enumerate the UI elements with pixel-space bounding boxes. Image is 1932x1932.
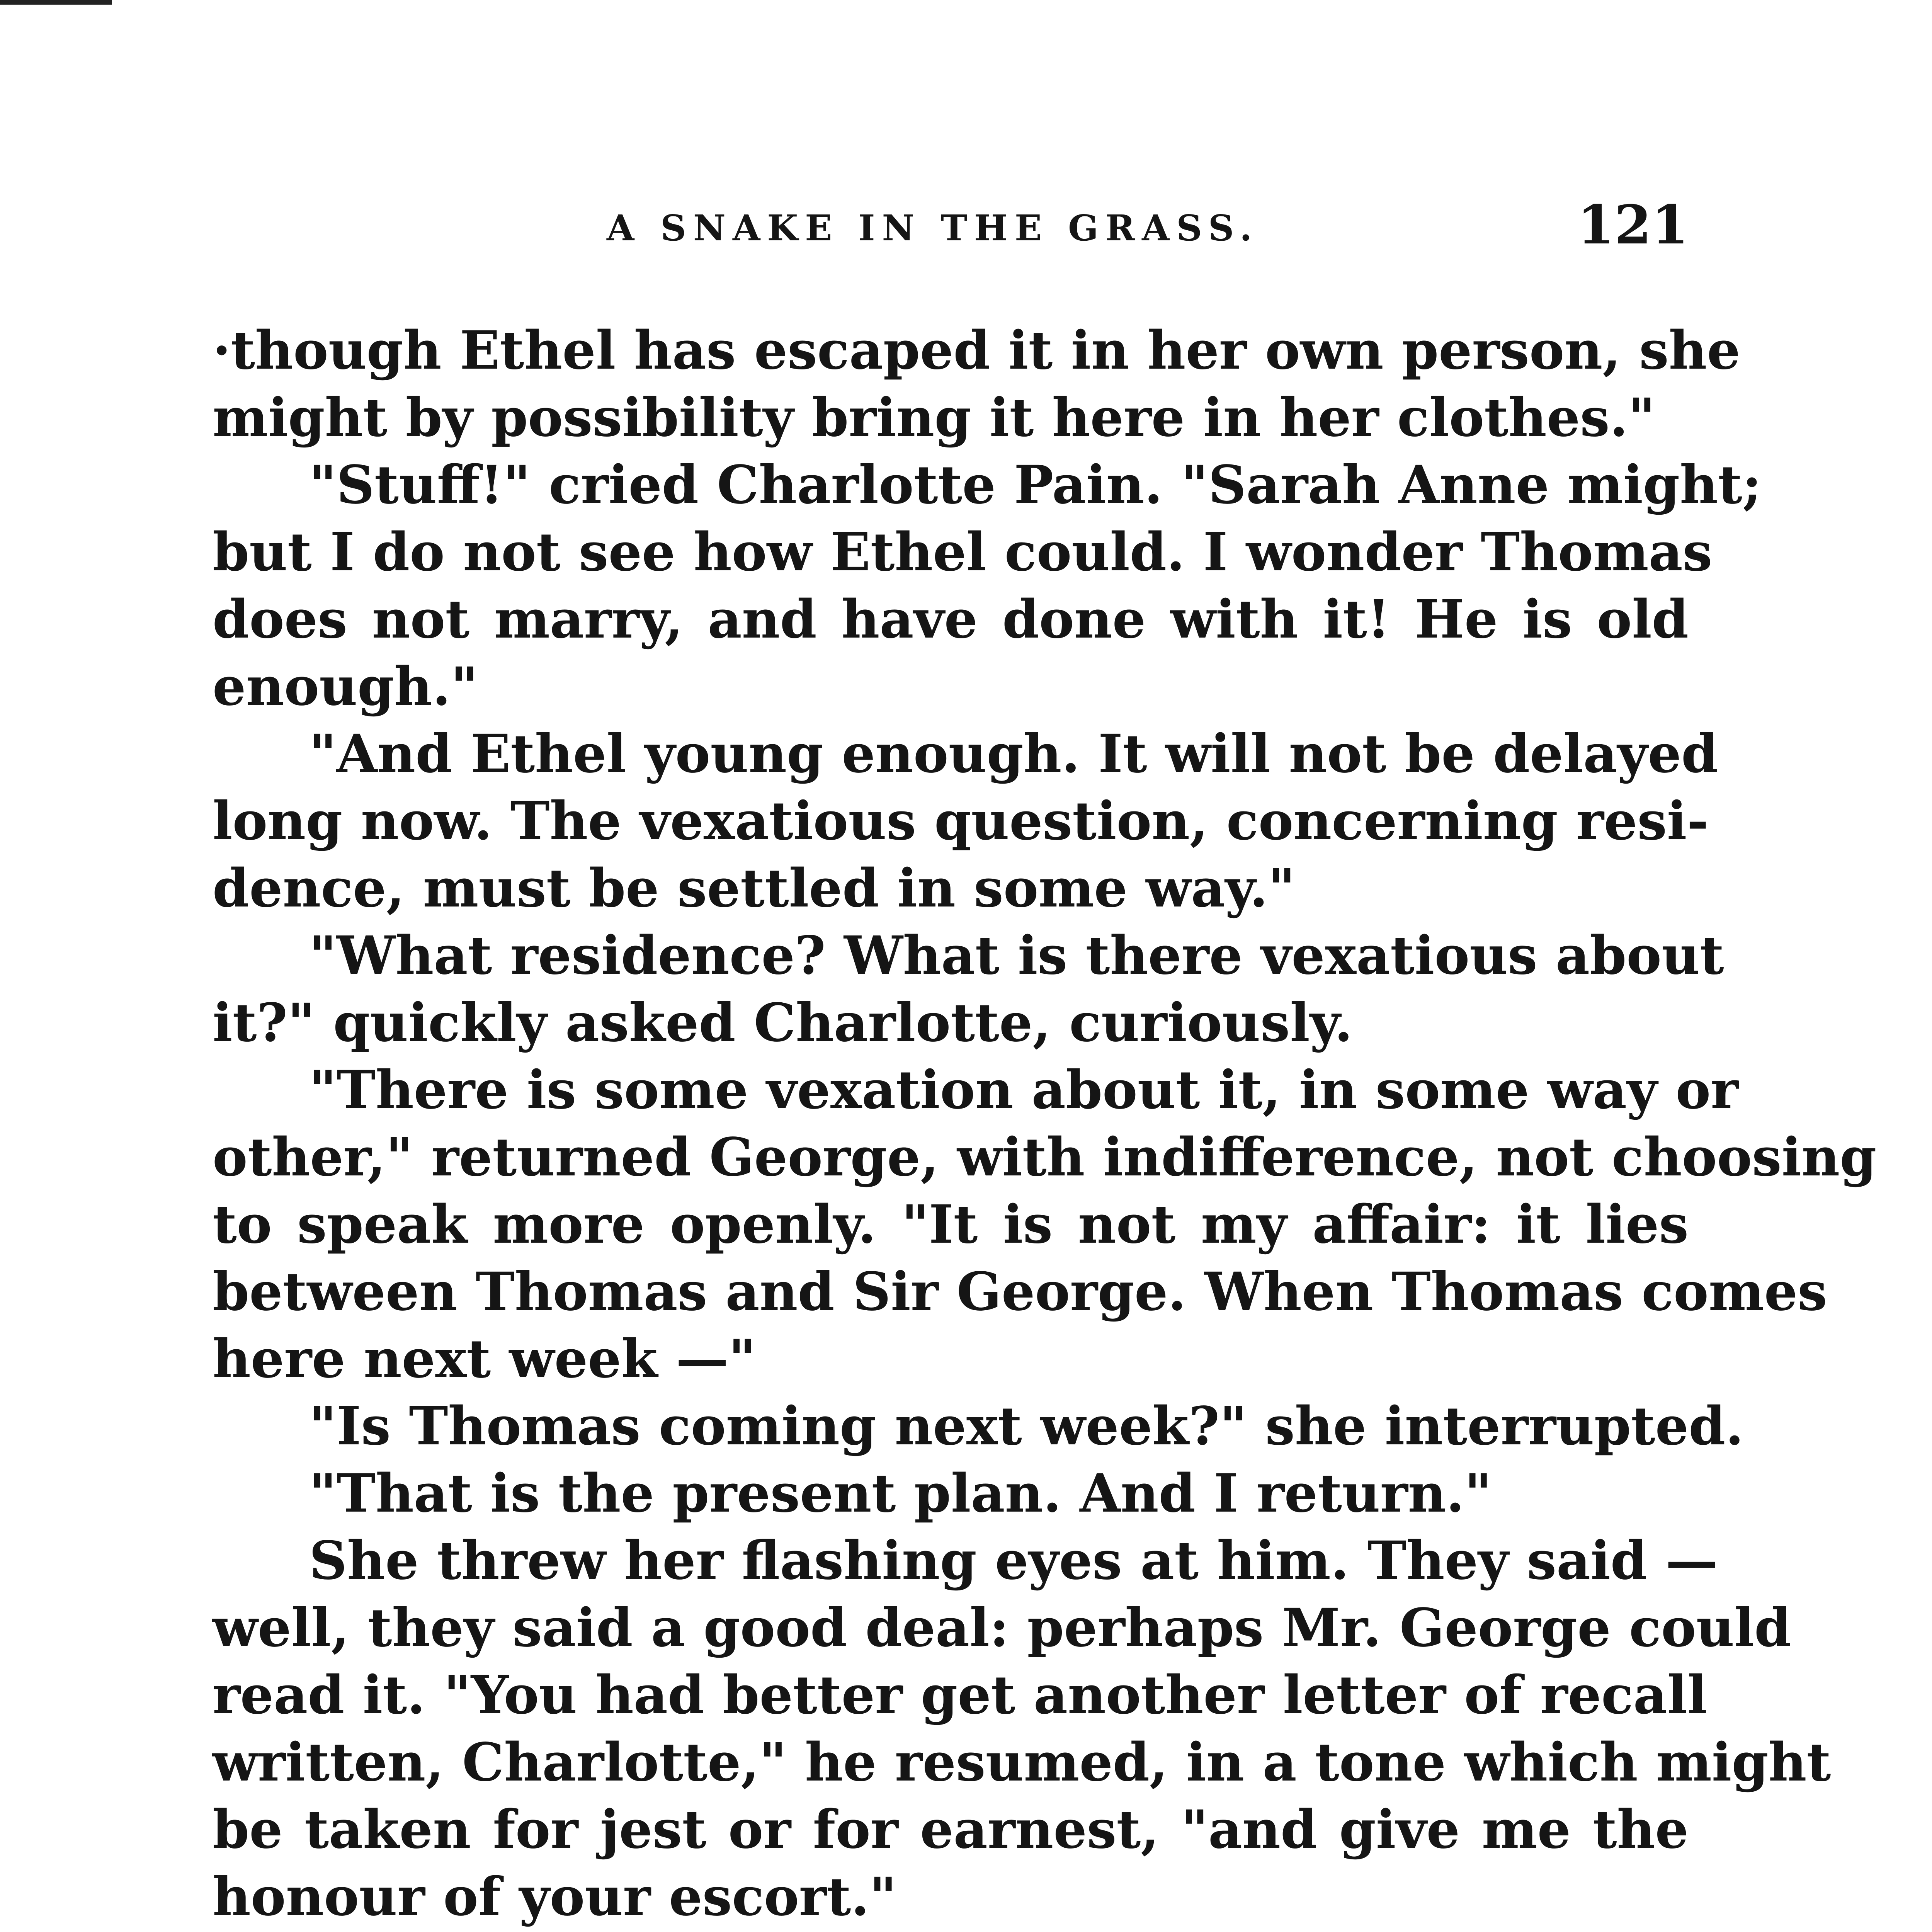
scan-edge-mark — [0, 0, 112, 5]
text-line: written, Charlotte," he resumed, in a tone which might — [213, 1731, 1831, 1793]
text-line: well, they said a good deal: perhaps Mr. George could — [213, 1597, 1791, 1659]
text-line: ·though Ethel has escaped it in her own person, she — [213, 320, 1741, 381]
text-line: but I do not see how Ethel could. I wonder Thomas — [213, 521, 1713, 583]
page-number: 121 — [1577, 193, 1689, 256]
text-line: might by possibility bring it here in her clothes." — [213, 387, 1656, 449]
text-line: here next week —" — [213, 1328, 756, 1390]
text-line: to speak more openly. "It is not my affair: it lies — [213, 1194, 1689, 1255]
text-line: be taken for jest or for earnest, "and give me the — [213, 1799, 1689, 1861]
text-line: other," returned George, with indifference, not choosing — [213, 1126, 1877, 1188]
text-line: does not marry, and have done with it! He is old — [213, 588, 1689, 650]
text-line: "There is some vexation about it, in some way or — [309, 1059, 1738, 1121]
text-line — [213, 1930, 1689, 1932]
text-line: "And Ethel young enough. It will not be delayed — [309, 723, 1718, 785]
text-line: honour of your escort." — [213, 1866, 897, 1928]
text-line: "Is Thomas coming next week?" she interrupted. — [309, 1395, 1744, 1457]
text-line: She threw her flashing eyes at him. They said — — [309, 1530, 1718, 1592]
text-line: it?" quickly asked Charlotte, curiously. — [213, 992, 1353, 1054]
body-text — [213, 317, 1877, 1932]
running-title: A SNAKE IN THE GRASS. — [607, 207, 1259, 249]
text-line: enough." — [213, 656, 478, 718]
text-line: "That is the present plan. And I return." — [309, 1463, 1492, 1524]
text-line: long now. The vexatious question, concerning resi- — [213, 790, 1709, 852]
text-line: "Stuff!" cried Charlotte Pain. "Sarah Anne might; — [309, 454, 1762, 516]
page-header — [213, 193, 1689, 267]
text-line: "What residence? What is there vexatious about — [309, 925, 1724, 986]
text-line: dence, must be settled in some way." — [213, 857, 1296, 919]
text-line: between Thomas and Sir George. When Thomas comes — [213, 1261, 1827, 1323]
text-line: read it. "You had better get another letter of recall — [213, 1664, 1708, 1726]
